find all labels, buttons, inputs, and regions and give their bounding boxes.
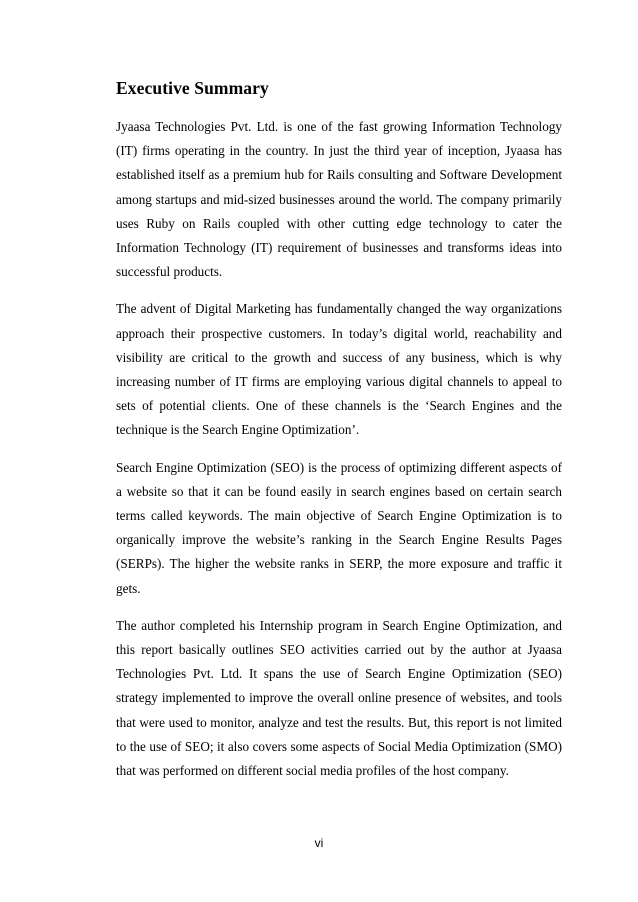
paragraph-digital-marketing: The advent of Digital Marketing has fundamentally changed the way organizations approach their prospective customers. In today’s digital world, reachability and visibility are critical to the growth and success of any business, which is why increasing number of IT firms are employing various digital channels to appeal to sets of potential clients. One of these channels is the ‘Search Engines and the technique is the Search Engine Optimization’.: [116, 301, 562, 438]
paragraph-seo-definition: Search Engine Optimization (SEO) is the process of optimizing different aspects of a website so that it can be found easily in search engines based on certain search terms called keywords. The main objective of Search Engine Optimization is to organically improve the website’s ranking in the Search Engine Results Pages (SERPs). The higher the website ranks in SERP, the more exposure and traffic it gets.: [116, 459, 562, 596]
page-title: Executive Summary: [116, 78, 269, 98]
body-text: [116, 115, 562, 796]
page-number: vi: [314, 836, 324, 850]
paragraph-company-overview: Jyaasa Technologies Pvt. Ltd. is one of the fast growing Information Technology (IT) firms operating in the country. In just the third year of inception, Jyaasa has established itself as a premium hub for Rails consulting and Software Development among startups and mid-sized businesses around the world. The company primarily uses Ruby on Rails coupled with other cutting edge technology to cater the Information Technology (IT) requirement of businesses and transforms ideas into successful products.: [116, 119, 562, 280]
paragraph-report-scope: The author completed his Internship program in Search Engine Optimization, and this report basically outlines SEO activities carried out by the author at Jyaasa Technologies Pvt. Ltd. It spans the use of Search Engine Optimization (SEO) strategy implemented to improve the overall online presence of websites, and tools that were used to monitor, analyze and test the results. But, this report is not limited to the use of SEO; it also covers some aspects of Social Media Optimization (SMO) that was performed on different social media profiles of the host company.: [116, 617, 562, 779]
